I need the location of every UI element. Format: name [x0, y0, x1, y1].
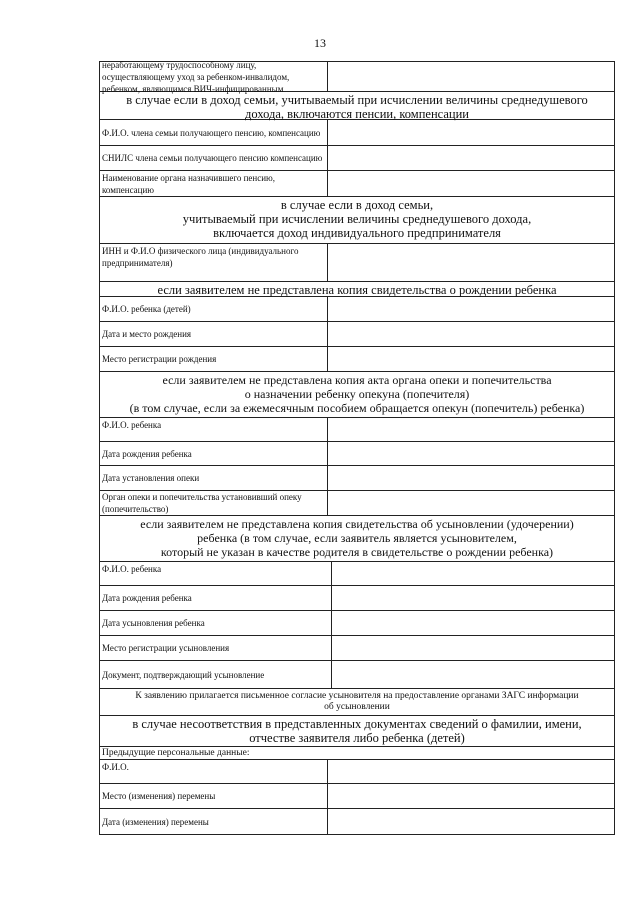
- field-label: Наименование органа назначившего пенсию, компенсацию: [100, 171, 328, 196]
- field-value[interactable]: [328, 244, 614, 281]
- application-form-table: [99, 61, 615, 835]
- previous-data-label: Предыдущие персональные данные:: [100, 746, 614, 759]
- field-value[interactable]: [332, 661, 614, 688]
- change-date-row: [100, 808, 614, 834]
- field-label: Место регистрации рождения: [100, 347, 328, 371]
- field-value[interactable]: [328, 466, 614, 490]
- field-label: Дата установления опеки: [100, 466, 328, 490]
- field-value[interactable]: [328, 418, 614, 441]
- field-value[interactable]: [332, 562, 614, 585]
- field-label: ИНН и Ф.И.О физического лица (индивидуального предпринимателя): [100, 244, 328, 281]
- field-label: СНИЛС члена семьи получающего пенсию компенсацию: [100, 146, 328, 170]
- field-label: Дата рождения ребенка: [100, 586, 332, 610]
- entrepreneur-inn-row: [100, 243, 614, 281]
- field-label: Ф.И.О. ребенка: [100, 418, 328, 441]
- adopted-child-birth-row: [100, 585, 614, 610]
- field-value[interactable]: [328, 347, 614, 371]
- adoption-registration-row: [100, 635, 614, 660]
- birth-registration-row: [100, 346, 614, 371]
- guardianship-authority-row: [100, 490, 614, 515]
- guardian-child-name-row: [100, 417, 614, 441]
- caregiver-row: [100, 59, 614, 94]
- field-label: Дата рождения ребенка: [100, 442, 328, 465]
- field-label: Ф.И.О. ребенка (детей): [100, 297, 328, 321]
- pension-section-heading: в случае если в доход семьи, учитываемый при исчислении величины среднедушевого дохода, включаются пенсии, компенсации: [100, 91, 614, 119]
- heading-line: ребенка (в том случае, если заявитель является усыновителем,: [197, 531, 517, 545]
- heading-line: (в том случае, если за ежемесячным пособием обращается опекун (попечитель) ребенка): [129, 401, 585, 415]
- field-label: Дата усыновления ребенка: [100, 611, 332, 635]
- field-value[interactable]: [328, 146, 614, 170]
- previous-name-row: [100, 759, 614, 783]
- entrepreneur-section-heading: [100, 196, 614, 243]
- heading-line: учитываемый при исчислении величины среднедушевого дохода,: [182, 212, 532, 226]
- adoption-section-heading: [100, 515, 614, 561]
- field-value[interactable]: [332, 636, 614, 660]
- field-label: Ф.И.О. ребенка: [100, 562, 332, 585]
- field-label: Документ, подтверждающий усыновление: [100, 661, 332, 688]
- guardian-section-heading: [100, 371, 614, 417]
- field-value[interactable]: [328, 491, 614, 515]
- heading-line: о назначении ребенку опекуна (попечителя): [244, 387, 470, 401]
- guardianship-date-row: [100, 465, 614, 490]
- pension-authority-row: [100, 170, 614, 196]
- field-value[interactable]: [328, 171, 614, 196]
- field-value[interactable]: [328, 297, 614, 321]
- field-value[interactable]: [328, 760, 614, 783]
- heading-line: отчестве заявителя либо ребенка (детей): [249, 731, 465, 745]
- heading-line: если заявителем не представлена копия акта органа опеки и попечительства: [162, 373, 552, 387]
- pension-recipient-name-row: [100, 119, 614, 145]
- caregiver-value[interactable]: [328, 62, 614, 91]
- birth-date-place-row: [100, 321, 614, 346]
- pension-snils-row: [100, 145, 614, 170]
- field-label: Дата (изменения) перемены: [100, 809, 328, 834]
- heading-line: в случае если в доход семьи,: [280, 198, 434, 212]
- heading-line: если заявителем не представлена копия свидетельства об усыновлении (удочерении): [140, 517, 574, 531]
- field-value[interactable]: [328, 809, 614, 834]
- field-label: Орган опеки и попечительства установивший опеку (попечительство): [100, 491, 328, 515]
- adoption-consent-note: К заявлению прилагается письменное согласие усыновителя на предоставление органами ЗАГС информации об усыновлении: [100, 688, 614, 715]
- adoption-date-row: [100, 610, 614, 635]
- field-label: Ф.И.О.: [100, 760, 328, 783]
- adopted-child-name-row: [100, 561, 614, 585]
- field-value[interactable]: [332, 586, 614, 610]
- field-label: Ф.И.О. члена семьи получающего пенсию, компенсацию: [100, 120, 328, 145]
- child-name-row: [100, 296, 614, 321]
- field-value[interactable]: [328, 442, 614, 465]
- heading-line: который не указан в качестве родителя в свидетельстве о рождении ребенка): [160, 545, 554, 559]
- field-label: Дата и место рождения: [100, 322, 328, 346]
- adoption-document-row: [100, 660, 614, 688]
- birth-cert-section-heading: если заявителем не представлена копия свидетельства о рождении ребенка: [100, 281, 614, 296]
- field-label: Место (изменения) перемены: [100, 784, 328, 808]
- page-number: 13: [314, 36, 326, 50]
- heading-line: включается доход индивидуального предпринимателя: [213, 226, 501, 240]
- field-label: Место регистрации усыновления: [100, 636, 332, 660]
- mismatch-section-heading: [100, 715, 614, 746]
- field-value[interactable]: [328, 784, 614, 808]
- guardian-child-birth-row: [100, 441, 614, 465]
- field-value[interactable]: [328, 120, 614, 145]
- caregiver-label: неработающему трудоспособному лицу, осуществляющему уход за ребенком-инвалидом, ребенком, являющимся ВИЧ-инфицированным: [100, 62, 328, 91]
- change-place-row: [100, 783, 614, 808]
- heading-line: в случае несоответствия в представленных документах сведений о фамилии, имени,: [132, 717, 582, 731]
- field-value[interactable]: [328, 322, 614, 346]
- field-value[interactable]: [332, 611, 614, 635]
